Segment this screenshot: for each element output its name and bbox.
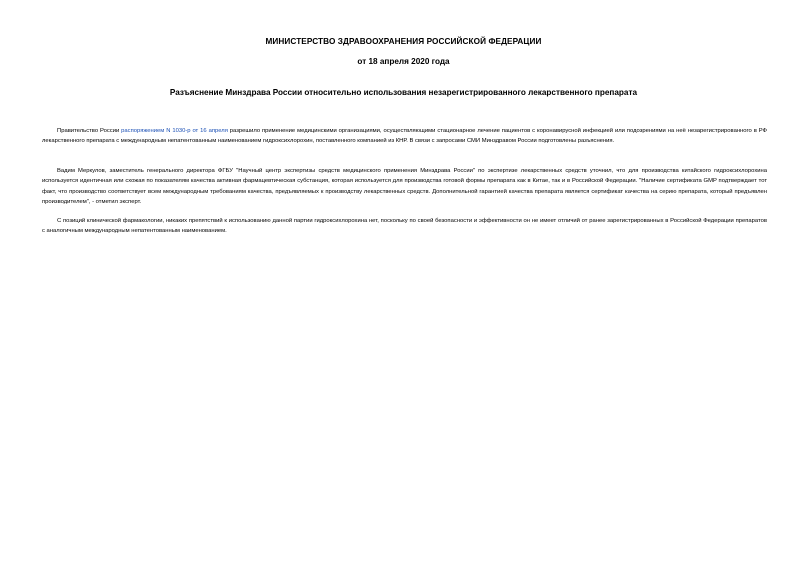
document-title: Разъяснение Минздрава России относительно использования незарегистрированного лекарственного препарата: [169, 88, 638, 97]
paragraph-2: Вадим Меркулов, заместитель генерального директора ФГБУ "Научный центр экспертизы средств медицинского применения Минздрава России" по экспертизе лекарственных средств уточнил, что для производства китайского гидроксихлорохина используется идентичная или схожая по показателям качества активная фармацевтическая субстанция, которая используется для производства готовой формы препарата как в Китае, так и в Российской Федерации. "Наличие сертификата GMP подтверждает тот факт, что производство соответствует всем международным требованиям качества, предъявляемых к производству лекарственных средств. Дополнительной гарантией качества препарата является сертификат качества на серию препарата, который предъявлен производителем", - отметил эксперт.: [42, 168, 767, 206]
paragraph-3: С позиций клинической фармакологии, никаких препятствий к использованию данной партии гидроксихлорохина нет, поскольку по своей безопасности и эффективности он не имеет отличий от ранее зарегистрированных в Российской Федерации препаратов с аналогичным международным непатентованным наименованием.: [42, 218, 767, 235]
decree-link[interactable]: распоряжением N 1030-р от 16 апреля: [121, 128, 228, 134]
ministry-heading: МИНИСТЕРСТВО ЗДРАВООХРАНЕНИЯ РОССИЙСКОЙ ФЕДЕРАЦИИ: [265, 37, 542, 46]
paragraph-1: [42, 126, 767, 147]
paragraph-1-rest: разрешило применение медицинскими организациями, осуществляющими стационарное лечение пациентов с коронавирусной инфекцией или подозрениями на неё незарегистрированного в РФ лекарственного препарата с международным непатентованным наименованием гидроксихлорохин, поставленного компанией из КНР. В связи с запросами СМИ Минздравом России подготовлены разъяснения.: [42, 128, 768, 145]
document-date: от 18 апреля 2020 года: [357, 57, 450, 66]
paragraph-1-lead: Правительство России: [57, 128, 122, 134]
